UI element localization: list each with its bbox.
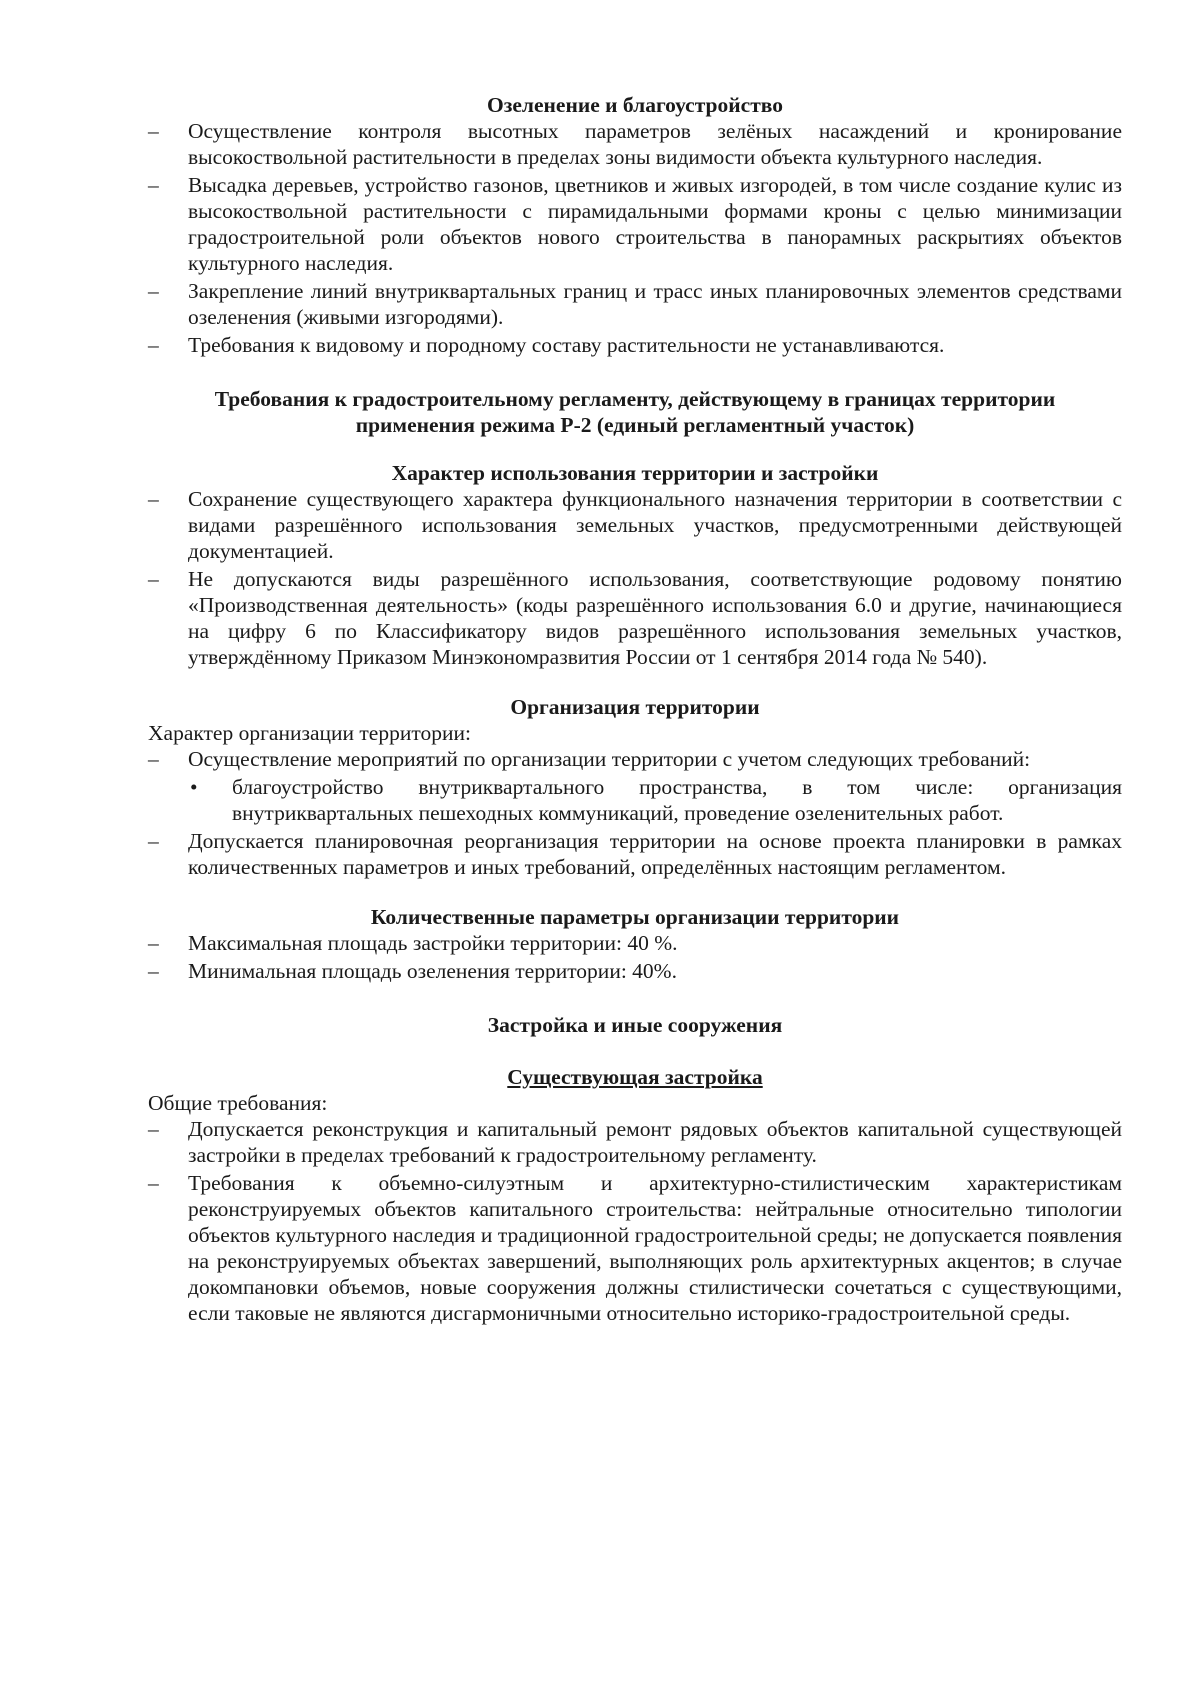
list-item — [148, 1116, 1122, 1168]
list-item-text: Не допускаются виды разрешённого использования, соответствующие родовому понятию «Производственная деятельность» (коды разрешённого использования 6.0 и другие, начинающиеся на цифру 6 по Классификатору видов разрешённого использования земельных участков, утверждённому Приказом Минэкономразвития России от 1 сентября 2014 года № 540). — [188, 567, 1122, 669]
list-usage — [148, 486, 1122, 670]
list-item — [148, 566, 1122, 670]
list-item — [148, 828, 1122, 880]
list-item-text: Осуществление мероприятий по организации территории с учетом следующих требований: — [188, 747, 1031, 771]
dash-marker: – — [148, 747, 159, 771]
list-item — [148, 278, 1122, 330]
bullet-item — [188, 774, 1122, 826]
dash-marker: – — [148, 487, 159, 511]
dash-marker: – — [148, 829, 159, 853]
heading-usage: Характер использования территории и застройки — [391, 461, 879, 485]
heading-buildings: Застройка и иные сооружения — [487, 1013, 783, 1037]
bullet-marker: • — [190, 775, 198, 799]
list-item — [148, 1170, 1122, 1326]
list-item — [148, 332, 1122, 358]
heading-parameters: Количественные параметры организации территории — [370, 905, 900, 929]
list-item-text: Осуществление контроля высотных параметров зелёных насаждений и кронирование высокоствольной растительности в пределах зоны видимости объекта культурного наследия. — [188, 119, 1122, 169]
list-item-text: Закрепление линий внутриквартальных границ и трасс иных планировочных элементов средствами озеленения (живыми изгородями). — [188, 279, 1122, 329]
dash-marker: – — [148, 119, 159, 143]
bullet-item-text: благоустройство внутриквартального пространства, в том числе: организация внутриквартальных пешеходных коммуникаций, проведение озеленительных работ. — [232, 775, 1122, 825]
dash-marker: – — [148, 279, 159, 303]
list-item — [148, 118, 1122, 170]
list-organization — [148, 746, 1122, 772]
list-item-text: Минимальная площадь озеленения территории: 40%. — [188, 959, 677, 983]
list-item-text: Допускается планировочная реорганизация территории на основе проекта планировки в рамках количественных параметров и иных требований, определённых настоящим регламентом. — [188, 829, 1122, 879]
dash-marker: – — [148, 931, 159, 955]
list-item — [148, 930, 1122, 956]
list-item-text: Сохранение существующего характера функционального назначения территории в соответствии с видами разрешённого использования земельных участков, предусмотренными действующей документацией. — [188, 487, 1122, 563]
list-item — [148, 746, 1122, 772]
buildings-intro: Общие требования: — [148, 1091, 328, 1115]
list-buildings — [148, 1116, 1122, 1326]
dash-marker: – — [148, 1171, 159, 1195]
heading-regulation-line2: применения режима Р-2 (единый регламентный участок) — [355, 413, 915, 437]
list-organization-2 — [148, 828, 1122, 880]
organization-intro: Характер организации территории: — [148, 721, 471, 745]
dash-marker: – — [148, 959, 159, 983]
list-item — [148, 958, 1122, 984]
dash-marker: – — [148, 1117, 159, 1141]
document-body — [148, 92, 1122, 1328]
heading-regulation-line1: Требования к градостроительному регламенту, действующему в границах территории — [214, 387, 1056, 411]
list-item-text: Высадка деревьев, устройство газонов, цветников и живых изгородей, в том числе создание кулис из высокоствольной растительности с пирамидальными формами кроны с целью минимизации градостроительной роли объектов нового строительства в панорамных раскрытиях объектов культурного наследия. — [188, 173, 1122, 275]
list-item-text: Требования к видовому и породному составу растительности не устанавливаются. — [188, 333, 945, 357]
heading-greening: Озеленение и благоустройство — [487, 93, 783, 117]
dash-marker: – — [148, 173, 159, 197]
heading-organization: Организация территории — [510, 695, 760, 719]
list-parameters — [148, 930, 1122, 984]
list-item — [148, 172, 1122, 276]
list-item — [148, 486, 1122, 564]
list-item-text: Максимальная площадь застройки территории: 40 %. — [188, 931, 678, 955]
list-item-text: Требования к объемно-силуэтным и архитектурно-стилистическим характеристикам реконструируемых объектов капитального строительства: нейтральные относительно типологии объектов культурного наследия и традиционной градостроительной среды; не допускается появления на реконструируемых объектах завершений, выполняющих роль архитектурных акцентов; в случае докомпановки объемов, новые сооружения должны стилистически сочетаться с существующими, если таковые не являются дисгармоничными относительно историко-градостроительной среды. — [188, 1171, 1122, 1325]
list-greening — [148, 118, 1122, 358]
subheading-existing-buildings: Существующая застройка — [507, 1065, 763, 1089]
list-item-text: Допускается реконструкция и капитальный ремонт рядовых объектов капитальной существующей застройки в пределах требований к градостроительному регламенту. — [188, 1117, 1122, 1167]
dash-marker: – — [148, 567, 159, 591]
dash-marker: – — [148, 333, 159, 357]
sublist-organization — [148, 774, 1122, 826]
